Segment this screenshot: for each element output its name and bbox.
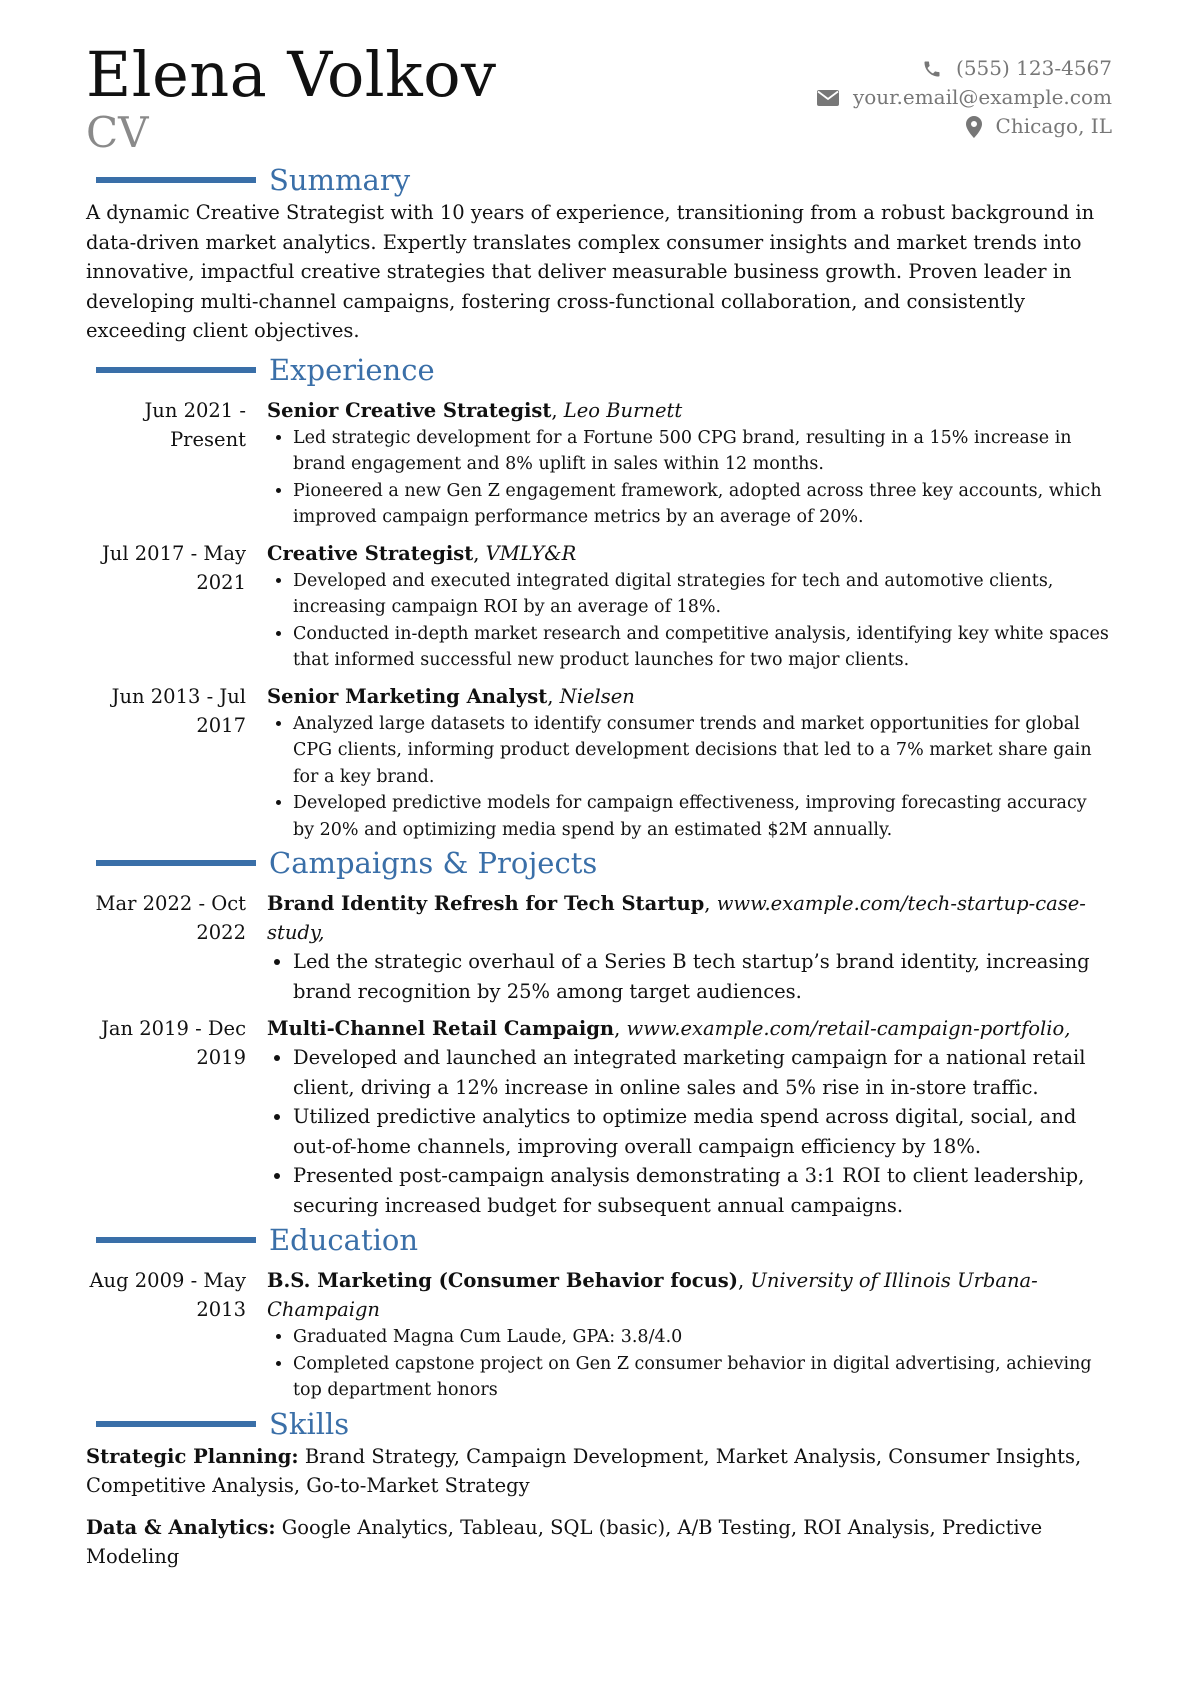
section-heading: Education xyxy=(269,1223,419,1257)
entry-date: Jan 2019 - Dec 2019 xyxy=(101,1017,246,1069)
experience-entry xyxy=(86,539,1112,674)
project-title: Brand Identity Refresh for Tech Startup xyxy=(267,892,705,915)
section-summary-title xyxy=(86,162,1112,198)
section-rule xyxy=(96,367,256,373)
experience-entry xyxy=(86,682,1112,844)
experience-entry xyxy=(86,396,1112,531)
bullet-item: • Completed capstone project on Gen Z consumer behavior in digital advertising, achieving top department honors xyxy=(293,1351,1112,1404)
section-skills-title xyxy=(86,1406,1112,1442)
project-url-link[interactable]: www.example.com/tech-startup-case-study, xyxy=(267,892,1086,944)
contact-info xyxy=(817,54,1112,141)
entry-title: Multi-Channel Retail Campaign, www.example.com/retail-campaign-portfolio, xyxy=(267,1017,1071,1040)
project-title: Multi-Channel Retail Campaign xyxy=(267,1017,615,1040)
bullet-item: • Analyzed large datasets to identify consumer trends and market opportunities for global CPG clients, informing product development decisions that led to a 7% market share gain for a key brand. xyxy=(293,711,1112,791)
bullet-item: • Conducted in-depth market research and competitive analysis, identifying key white spaces that informed successful new product launches for two major clients. xyxy=(293,621,1112,674)
section-education-title xyxy=(86,1222,1112,1258)
candidate-name: Elena Volkov xyxy=(86,38,497,111)
entry-date: Jun 2013 - Jul 2017 xyxy=(111,684,246,737)
employer: VMLY&R xyxy=(485,541,577,565)
skills-list xyxy=(86,1442,1112,1572)
employer: Nielsen xyxy=(559,684,635,708)
campaign-entry xyxy=(86,1014,1112,1220)
section-heading: Experience xyxy=(269,352,435,387)
section-heading: Campaigns & Projects xyxy=(269,846,598,880)
skill-category: Data & Analytics: xyxy=(86,1515,276,1539)
entry-date: Mar 2022 - Oct 2022 xyxy=(95,892,246,944)
summary-text: A dynamic Creative Strategist with 10 years of experience, transitioning from a robust background in data-driven market analytics. Expertly translates complex consumer insights and market trends into innovative, impactful creative strategies that deliver measurable business growth. Proven leader in developing multi-channel campaigns, fostering cross-functional collaboration, and consistently exceeding client objectives. xyxy=(86,201,1095,342)
envelope-icon xyxy=(817,90,839,106)
section-heading: Skills xyxy=(269,1406,350,1441)
contact-location xyxy=(817,112,1112,141)
entry-title: Senior Marketing Analyst, Nielsen xyxy=(267,684,635,708)
contact-email xyxy=(817,83,1112,112)
phone-icon xyxy=(922,59,942,79)
document-subtitle: CV xyxy=(86,108,149,157)
job-title: Creative Strategist xyxy=(267,541,474,565)
entry-title: Creative Strategist, VMLY&R xyxy=(267,541,577,565)
section-experience-title xyxy=(86,352,1112,388)
bullet-item: • Led the strategic overhaul of a Series B tech startup’s brand identity, increasing brand recognition by 25% among target audiences. xyxy=(293,947,1112,1006)
bullet-item: • Presented post-campaign analysis demonstrating a 3:1 ROI to client leadership, securing increased budget for subsequent annual campaigns. xyxy=(293,1161,1112,1220)
cv-page xyxy=(86,40,1112,1584)
header xyxy=(86,40,1112,160)
entry-date: Jul 2017 - May 2021 xyxy=(101,541,246,594)
degree-title: B.S. Marketing (Consumer Behavior focus) xyxy=(267,1269,739,1292)
bullet-item: • Utilized predictive analytics to optimize media spend across digital, social, and out-of-home channels, improving overall campaign efficiency by 18%. xyxy=(293,1102,1112,1161)
entry-title: Senior Creative Strategist, Leo Burnett xyxy=(267,398,683,422)
skill-category: Strategic Planning: xyxy=(86,1444,299,1468)
section-heading: Summary xyxy=(269,163,411,197)
job-title: Senior Creative Strategist xyxy=(267,398,552,422)
section-rule xyxy=(96,177,256,183)
skill-values: Google Analytics, Tableau, SQL (basic), A/B Testing, ROI Analysis, Predictive Modeling xyxy=(86,1515,1043,1568)
bullet-item: • Developed predictive models for campaign effectiveness, improving forecasting accuracy by 20% and optimizing media spend by an estimated $2M annually. xyxy=(293,790,1112,843)
skill-group xyxy=(86,1513,1112,1572)
map-pin-icon xyxy=(966,116,982,138)
entry-title: B.S. Marketing (Consumer Behavior focus), University of Illinois Urbana-Champaign xyxy=(267,1269,1038,1321)
bullet-item: • Pioneered a new Gen Z engagement framework, adopted across three key accounts, which improved campaign performance metrics by an average of 20%. xyxy=(293,478,1112,531)
entry-date: Aug 2009 - May 2013 xyxy=(89,1269,246,1321)
location-text: Chicago, IL xyxy=(995,114,1112,138)
bullet-item: • Developed and launched an integrated marketing campaign for a national retail client, driving a 12% increase in online sales and 5% rise in in-store traffic. xyxy=(293,1043,1112,1102)
entry-date: Jun 2021 - Present xyxy=(144,398,246,451)
skill-group xyxy=(86,1442,1112,1501)
education-entry xyxy=(86,1266,1112,1404)
entry-title: Brand Identity Refresh for Tech Startup, www.example.com/tech-startup-case-study, xyxy=(267,892,1086,944)
section-rule xyxy=(96,1421,256,1427)
employer: Leo Burnett xyxy=(563,398,683,422)
email-link[interactable]: your.email@example.com xyxy=(852,85,1112,109)
bullet-item: • Led strategic development for a Fortune 500 CPG brand, resulting in a 15% increase in brand engagement and 8% uplift in sales within 12 months. xyxy=(293,425,1112,478)
section-rule xyxy=(96,1237,256,1243)
job-title: Senior Marketing Analyst xyxy=(267,684,548,708)
section-rule xyxy=(96,860,256,866)
phone-number: (555) 123-4567 xyxy=(956,56,1112,80)
bullet-item: • Graduated Magna Cum Laude, GPA: 3.8/4.0 xyxy=(293,1324,1112,1351)
institution: University of Illinois Urbana-Champaign xyxy=(267,1269,1038,1321)
bullet-item: • Developed and executed integrated digital strategies for tech and automotive clients, increasing campaign ROI by an average of 18%. xyxy=(293,568,1112,621)
section-campaigns-title xyxy=(86,845,1112,881)
skill-values: Brand Strategy, Campaign Development, Market Analysis, Consumer Insights, Competitive Analysis, Go-to-Market Strategy xyxy=(86,1444,1082,1497)
contact-phone xyxy=(817,54,1112,83)
campaign-entry xyxy=(86,889,1112,1006)
project-url-link[interactable]: www.example.com/retail-campaign-portfolio, xyxy=(626,1017,1071,1040)
